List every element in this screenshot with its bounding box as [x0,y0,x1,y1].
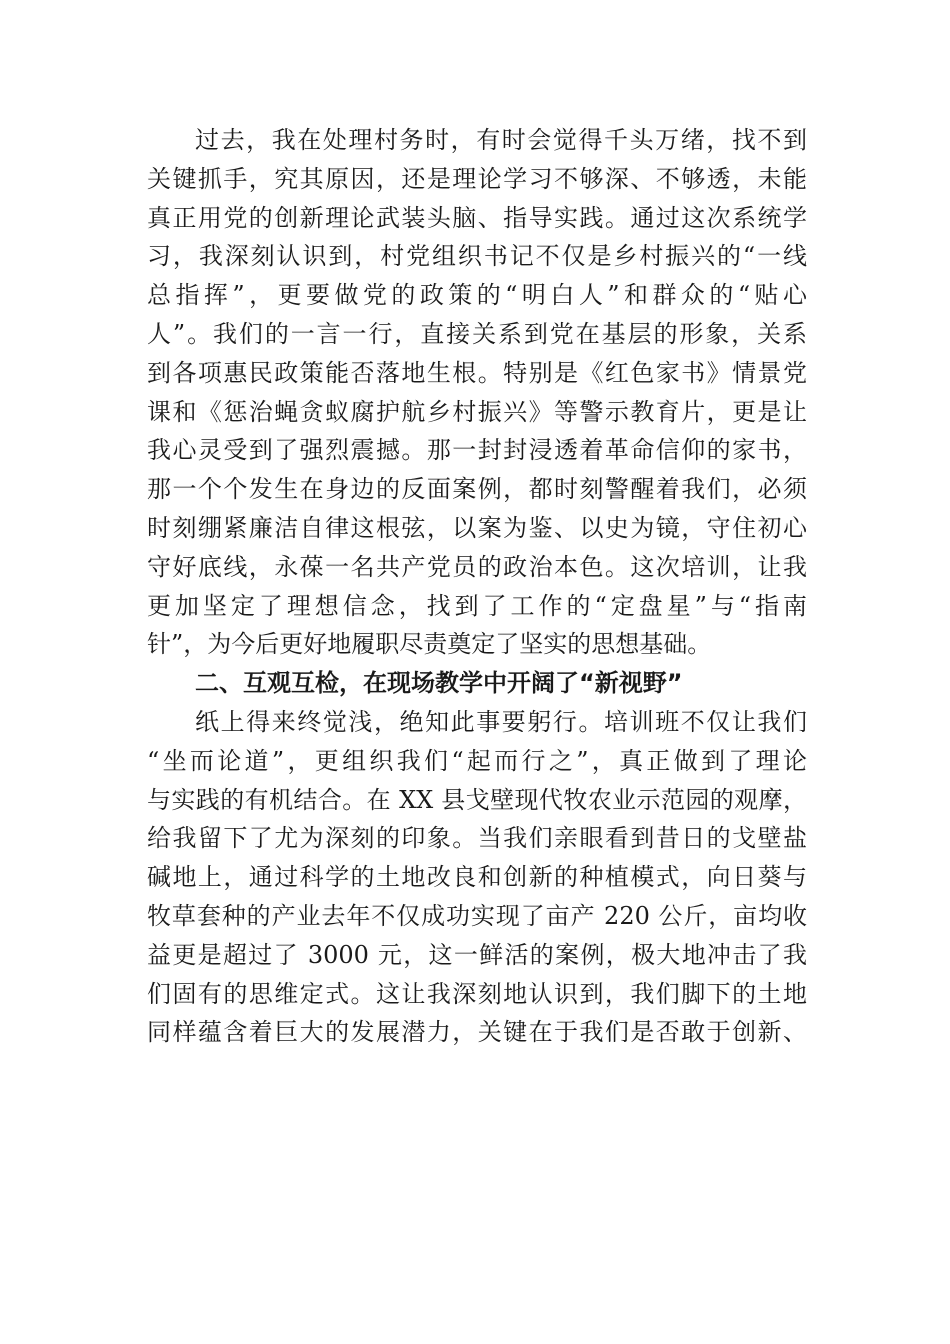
text-line: 关键抓手，究其原因，还是理论学习不够深、不够透，未能 [147,164,807,193]
text-line: “坐而论道”，更组织我们“起而行之”，真正做到了理论 [147,746,807,775]
text-line: 真正用党的创新理论武装头脑、指导实践。通过这次系统学 [147,203,807,232]
text-line: 同样蕴含着巨大的发展潜力，关键在于我们是否敢于创新、 [147,1018,807,1047]
text-line: 碱地上，通过科学的土地改良和创新的种植模式，向日葵与 [147,863,807,892]
text-line: 那一个个发生在身边的反面案例，都时刻警醒着我们，必须 [147,475,807,504]
section-heading: 二、互观互检，在现场教学中开阔了“新视野” [195,669,683,698]
text-line: 到各项惠民政策能否落地生根。特别是《红色家书》情景党 [147,358,807,387]
text-line: 习，我深刻认识到，村党组织书记不仅是乡村振兴的“一线 [147,242,807,271]
text-line: 时刻绷紧廉洁自律这根弦，以案为鉴、以史为镜，守住初心 [147,513,807,542]
text-line: 更加坚定了理想信念，找到了工作的“定盘星”与“指南 [147,591,807,620]
paragraph-1 [147,121,807,664]
text-line: 过去，我在处理村务时，有时会觉得千头万绪，找不到 [195,126,807,154]
text-line: 牧草套种的产业去年不仅成功实现了亩产 220 公斤，亩均收 [147,901,807,930]
text-line: 总指挥”，更要做党的政策的“明白人”和群众的“贴心 [147,281,807,310]
text-line: 守好底线，永葆一名共产党员的政治本色。这次培训，让我 [147,552,807,581]
text-line: 课和《惩治蝇贪蚁腐护航乡村振兴》等警示教育片，更是让 [147,397,807,426]
document-body [147,121,807,1052]
text-line: 给我留下了尤为深刻的印象。当我们亲眼看到昔日的戈壁盐 [147,824,807,853]
text-line: 纸上得来终觉浅，绝知此事要躬行。培训班不仅让我们 [195,707,807,736]
text-line: 们固有的思维定式。这让我深刻地认识到，我们脚下的土地 [147,979,807,1008]
text-line: 人”。我们的一言一行，直接关系到党在基层的形象，关系 [147,319,807,348]
text-line: 针”，为今后更好地履职尽责奠定了坚实的思想基础。 [147,630,712,659]
text-line: 与实践的有机结合。在 XX 县戈壁现代牧农业示范园的观摩， [147,785,807,814]
text-line: 益更是超过了 3000 元，这一鲜活的案例，极大地冲击了我 [147,940,807,969]
text-line: 我心灵受到了强烈震撼。那一封封浸透着革命信仰的家书， [147,436,807,465]
paragraph-2 [147,703,807,1052]
